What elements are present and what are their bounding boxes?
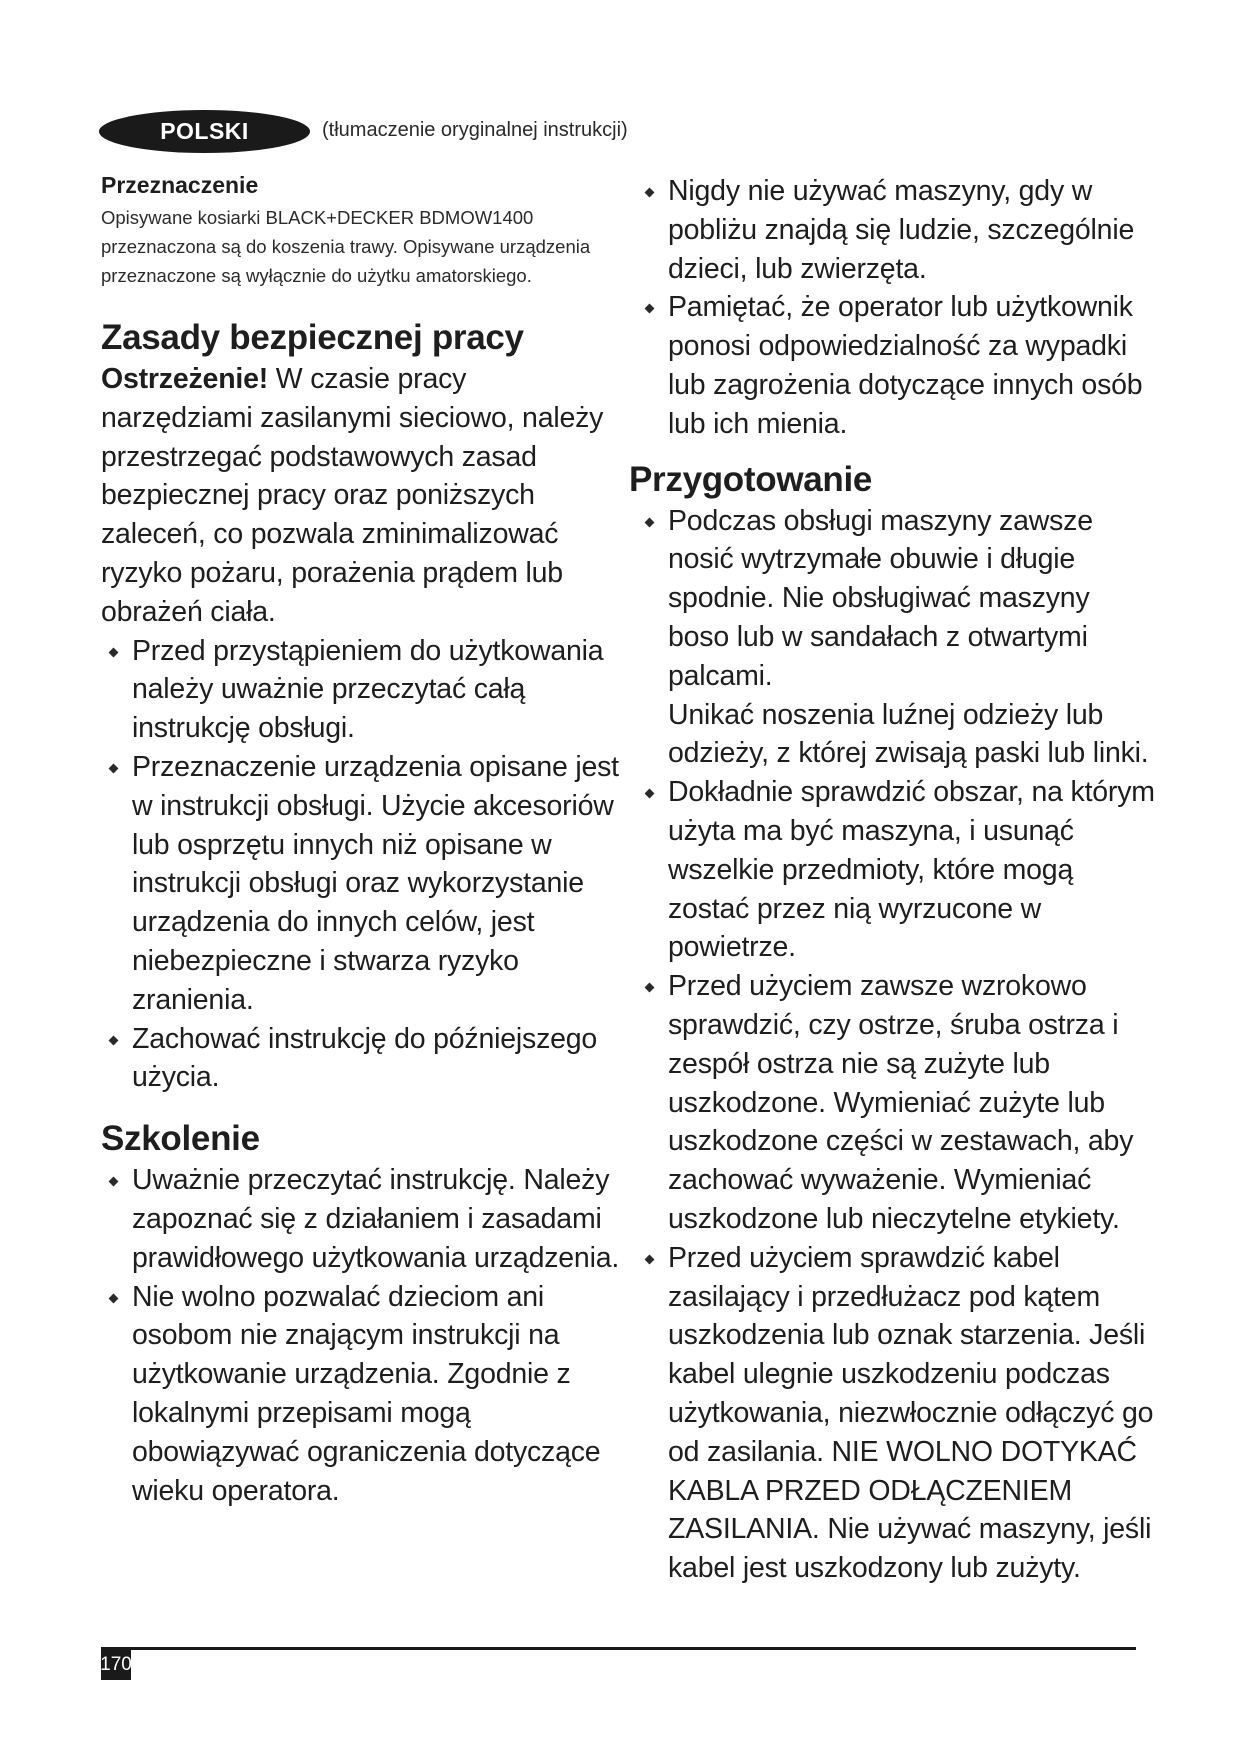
bullet-icon: [645, 1254, 655, 1264]
list-item: [637, 502, 1157, 774]
list-item: [101, 1161, 621, 1277]
bullet-icon: [109, 764, 119, 774]
list-item-text: Przeznaczenie urządzenia opisane jest w instrukcji obsługi. Użycie akcesoriów lub osprzętu innych niż opisane w instrukcji obsługi oraz wykorzystanie urządzenia do innych celów, jest niebezpieczne i stwarza ryzyko zranienia.: [132, 750, 619, 1016]
list-item-text: Dokładnie sprawdzić obszar, na którym użyta ma być maszyna, i usunąć wszelkie przedmioty, które mogą zostać przez nią wyrzucone w powietrze.: [668, 776, 1155, 964]
bullet-icon: [645, 517, 655, 527]
preparation-heading: Przygotowanie: [629, 459, 873, 499]
list-item-text: Przed przystąpieniem do użytkowania należy uważnie przeczytać całą instrukcję obsługi.: [132, 634, 604, 745]
list-item-text: Nie wolno pozwalać dzieciom ani osobom nie znającym instrukcji na użytkowanie urządzenia. Zgodnie z lokalnymi przepisami mogą obowiązywać ograniczenia dotyczące wieku operatora.: [132, 1280, 601, 1507]
intended-use-heading: Przeznaczenie: [101, 172, 259, 198]
list-item-text: Pamiętać, że operator lub użytkownik ponosi odpowiedzialność za wypadki lub zagrożenia dotyczące innych osób lub ich mienia.: [668, 291, 1143, 440]
language-badge: POLSKI: [99, 110, 310, 153]
safety-heading: Zasady bezpiecznej pracy: [101, 318, 524, 357]
list-item: [101, 748, 621, 1020]
bullet-icon: [109, 1293, 119, 1303]
warning-text: W czasie pracy narzędziami zasilanymi sieciowo, należy przestrzegać podstawowych zasad bezpiecznej pracy oraz poniższych zaleceń, co pozwala zminimalizować ryzyko pożaru, porażenia prądem lub obrażeń ciała.: [101, 363, 604, 628]
footer-rule: [101, 1647, 1136, 1650]
bullet-icon: [109, 1035, 119, 1045]
training-heading: Szkolenie: [101, 1119, 260, 1159]
bullet-icon: [645, 304, 655, 314]
safety-warning: [101, 360, 621, 632]
page-number: 170: [101, 1650, 131, 1680]
intended-use-text: Opisywane kosiarki BLACK+DECKER BDMOW1400 przeznaczona są do koszenia trawy. Opisywane urządzenia przeznaczone są wyłącznie do użytku amatorskiego.: [101, 207, 591, 286]
list-item: [637, 967, 1157, 1239]
bullet-icon: [109, 647, 119, 657]
list-item-text: Przed użyciem sprawdzić kabel zasilający i przedłużacz pod kątem uszkodzenia lub oznak starzenia. Jeśli kabel ulegnie uszkodzeniu podczas użytkowania, niezwłocznie odłączyć go od zasilania. NIE WOLNO DOTYKAĆ KABLA PRZED ODŁĄCZENIEM ZASILANIA. Nie używać maszyny, jeśli kabel jest uszkodzony lub zużyty.: [668, 1241, 1154, 1585]
list-item: [637, 773, 1157, 967]
list-item: [637, 1239, 1157, 1588]
list-item: [101, 632, 621, 748]
right-column: [629, 172, 1157, 1588]
list-item-subtext: Unikać noszenia luźnej odzieży lub odzieży, z której zwisają paski lub linki.: [668, 698, 1149, 770]
bullet-icon: [109, 1177, 119, 1187]
left-column: [101, 172, 621, 1510]
list-item-text: Uważnie przeczytać instrukcję. Należy zapoznać się z działaniem i zasadami prawidłowego użytkowania urządzenia.: [132, 1164, 620, 1274]
list-item: [101, 1020, 621, 1098]
list-item-text: Zachować instrukcję do późniejszego użycia.: [132, 1022, 598, 1094]
warning-label: Ostrzeżenie!: [101, 363, 269, 395]
bullet-icon: [645, 983, 655, 993]
list-item: [637, 288, 1157, 443]
bullet-icon: [645, 789, 655, 799]
translation-note: (tłumaczenie oryginalnej instrukcji): [322, 119, 628, 141]
list-item-text: Nigdy nie używać maszyny, gdy w pobliżu znajdą się ludzie, szczególnie dzieci, lub zwierzęta.: [668, 175, 1135, 285]
bullet-icon: [645, 188, 655, 198]
list-item-text: Podczas obsługi maszyny zawsze nosić wytrzymałe obuwie i długie spodnie. Nie obsługiwać maszyny boso lub w sandałach z otwartymi palcami.: [668, 504, 1093, 692]
list-item: [637, 172, 1157, 288]
list-item-text: Przed użyciem zawsze wzrokowo sprawdzić, czy ostrze, śruba ostrza i zespół ostrza nie są zużyte lub uszkodzone. Wymieniać zużyte lub uszkodzone części w zestawach, aby zachować wyważenie. Wymieniać uszkodzone lub nieczytelne etykiety.: [668, 970, 1134, 1235]
list-item: [101, 1278, 621, 1511]
